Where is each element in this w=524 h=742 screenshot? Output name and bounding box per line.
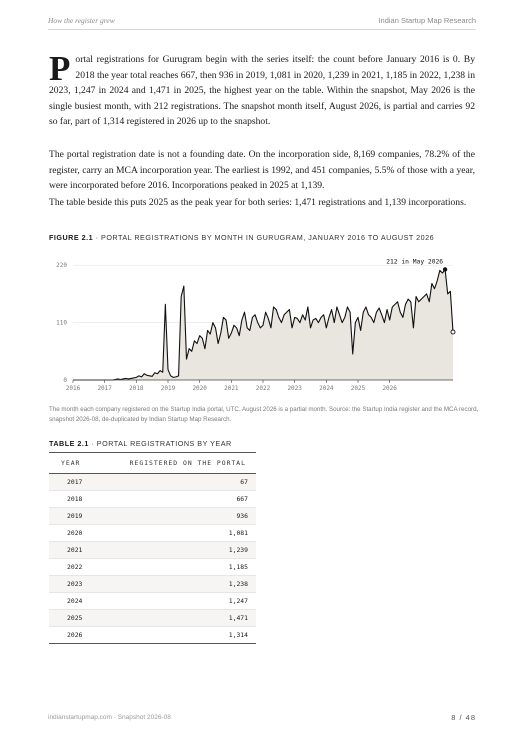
page-number: 8 / 48 [451,713,476,722]
table-row [49,542,256,559]
x-tick-label: 2025 [350,385,366,392]
x-tick-label: 2016 [65,385,81,392]
x-tick-label: 2024 [319,385,334,392]
x-tick-label: 2026 [382,385,397,392]
table-cell-value: 1,247 [96,593,256,610]
table-cell-year: 2025 [49,610,96,627]
table-row [49,559,256,576]
x-tick-label: 2019 [160,385,176,392]
table-cell-year: 2024 [49,593,96,610]
registrations-table [49,452,256,644]
table-cell-year: 2023 [49,576,96,593]
figure-caption [49,233,434,242]
table-cell-value: 1,185 [96,559,256,576]
table-cell-value: 1,239 [96,542,256,559]
x-tick-label: 2022 [255,385,271,392]
table-cell-year: 2021 [49,542,96,559]
footer-source: indianstartupmap.com · Snapshot 2026-08 [48,714,171,721]
table-cell-value: 936 [96,508,256,525]
header-publication-name: Indian Startup Map Research [378,16,476,25]
paragraph-intro-text: ortal registrations for Gurugram begin with the series itself: the count before January 2016 is 0. By 2018 the year total reaches 667, then 936 in 2019, 1,081 in 2020, 1,239 in 2021, 1,185 in 2022, 1,238 in 2023, 1,247 in 2024 and 1,471 in 2025, the highest year on the table. Within the snapshot, May 2026 is the single busiest month, with 212 registrations. The snapshot month itself, August 2026, is partial and carries 92 so far, part of 1,314 registered in 2026 up to the snapshot. [49,54,475,128]
running-header [48,16,476,28]
x-tick-label: 2023 [287,385,302,392]
table-cell-value: 667 [96,491,256,508]
x-tick-label: 2017 [97,385,112,392]
table-cell-value: 1,081 [96,525,256,542]
peak-annotation: 212 in May 2026 [386,258,444,266]
table-cell-year: 2022 [49,559,96,576]
table-cell-year: 2018 [49,491,96,508]
registrations-chart [49,250,475,398]
table-row [49,610,256,627]
x-tick-label: 2020 [192,385,207,392]
x-tick-label: 2021 [224,385,239,392]
table-row [49,525,256,542]
table-row [49,627,256,644]
table-caption [49,439,232,448]
paragraph-intro [49,49,475,130]
y-tick-label: 110 [56,319,67,327]
table-row [49,474,256,491]
header-section-title: How the register grew [48,16,115,25]
header-rule [48,29,476,30]
y-tick-label: 220 [56,262,67,270]
peak-marker [443,267,447,271]
table-title: · PORTAL REGISTRATIONS BY YEAR [91,439,232,448]
table-label: TABLE 2.1 [49,439,89,448]
table-row [49,508,256,525]
paragraph-incorporation: The portal registration date is not a founding date. On the incorporation side, 8,169 companies, 78.2% of the register, carry an MCA incorporation year. The earliest is 1992, and 451 companies, 5.5% of those with a year, were incorporated before 2016. Incorporations peaked in 2025 at 1,139. [49,149,475,192]
drop-cap: P [49,49,71,88]
table-row [49,576,256,593]
table-cell-year: 2017 [49,474,96,491]
table-cell-value: 1,471 [96,610,256,627]
table-row [49,491,256,508]
y-tick-label: 0 [63,377,67,384]
last-point-marker [451,330,455,334]
x-tick-label: 2018 [129,385,144,392]
table-cell-value: 1,314 [96,627,256,644]
table-row [49,593,256,610]
table-cell-year: 2026 [49,627,96,644]
figure-title: · PORTAL REGISTRATIONS BY MONTH IN GURUGRAM, JANUARY 2016 TO AUGUST 2026 [95,233,435,242]
table-cell-value: 67 [96,474,256,491]
table-header-row [49,453,256,474]
column-header-year: YEAR [49,453,96,474]
table-cell-year: 2019 [49,508,96,525]
table-cell-year: 2020 [49,525,96,542]
table-cell-value: 1,238 [96,576,256,593]
figure-label: FIGURE 2.1 [49,233,94,242]
paragraph-peak-year: The table beside this puts 2025 as the peak year for both series: 1,471 registrations and 1,139 incorporations. [49,197,467,208]
figure-source-note: The month each company registered on the Startup India portal, UTC. August 2026 is a partial month. Source: the Startup India register and the MCA record, snapshot 2026-08, de-duplicated by Indian Startup Map Research. [49,406,479,423]
column-header-registered: REGISTERED ON THE PORTAL [96,453,256,474]
